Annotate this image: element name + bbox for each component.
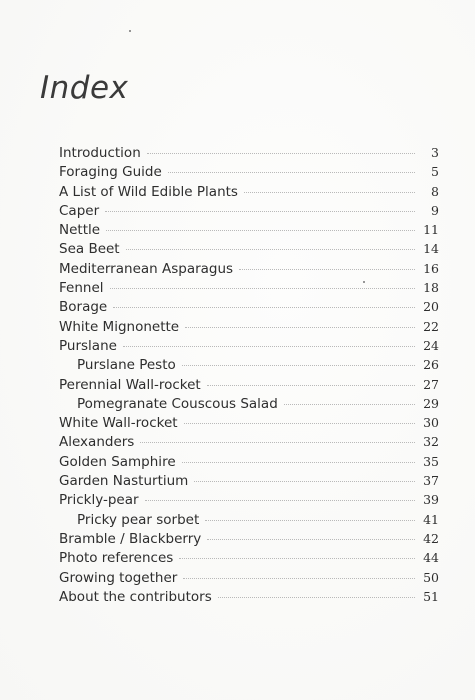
dot-leader <box>179 558 415 559</box>
entry-page-number: 39 <box>423 492 439 508</box>
entry-page-number: 3 <box>431 145 439 160</box>
dot-leader <box>147 153 415 154</box>
index-entry[interactable] <box>59 490 439 509</box>
entry-page-number: 8 <box>431 183 439 199</box>
dot-leader <box>284 404 415 405</box>
index-entry[interactable] <box>59 317 439 336</box>
dot-leader <box>244 192 415 193</box>
dot-leader <box>140 442 415 443</box>
entry-page-number: 35 <box>423 453 439 469</box>
entry-page-number: 26 <box>423 357 439 373</box>
index-entry[interactable] <box>59 413 439 432</box>
index-entry[interactable] <box>59 201 439 220</box>
index-subentry[interactable] <box>59 510 439 529</box>
index-entry[interactable] <box>59 278 439 297</box>
entry-label: Fennel <box>59 280 104 297</box>
dot-leader <box>185 327 415 328</box>
index-entry[interactable] <box>59 220 439 239</box>
entry-label: Mediterranean Asparagus <box>59 260 234 277</box>
entry-label: Prickly-pear <box>59 492 139 509</box>
entry-page-number: 22 <box>423 318 439 334</box>
entry-page-number: 11 <box>423 222 439 238</box>
entry-page-number: 32 <box>423 434 439 450</box>
entry-label: Foraging Guide <box>59 164 162 181</box>
entry-label: Bramble / Blackberry <box>59 530 202 547</box>
entry-page-number: 27 <box>423 376 439 392</box>
dot-leader <box>145 500 415 501</box>
dot-leader <box>218 597 415 598</box>
index-entry[interactable] <box>59 162 439 181</box>
entry-page-number: 9 <box>431 202 439 218</box>
dot-leader <box>168 172 415 173</box>
dot-leader <box>239 269 415 270</box>
entry-label: Purslane Pesto <box>77 357 176 374</box>
entry-page-number: 24 <box>423 337 439 353</box>
entry-label: Borage <box>59 299 108 316</box>
index-entry[interactable] <box>59 375 439 394</box>
index-entry[interactable] <box>59 143 439 162</box>
index-entry[interactable] <box>59 336 439 355</box>
entry-page-number: 18 <box>423 280 439 296</box>
entry-label: White Mignonette <box>59 318 180 335</box>
dot-leader <box>126 249 415 250</box>
dot-leader <box>207 385 415 386</box>
entry-label: White Wall-rocket <box>59 415 178 432</box>
index-list <box>59 143 439 606</box>
entry-page-number: 37 <box>423 473 439 489</box>
entry-label: Golden Samphire <box>59 453 176 470</box>
dot-leader <box>194 481 415 482</box>
index-entry[interactable] <box>59 432 439 451</box>
entry-label: Photo references <box>59 550 174 567</box>
entry-page-number: 16 <box>423 260 439 276</box>
entry-label: Introduction <box>59 145 141 161</box>
entry-label: Sea Beet <box>59 241 120 258</box>
dot-leader <box>182 462 415 463</box>
entry-page-number: 41 <box>423 511 439 527</box>
entry-page-number: 29 <box>423 395 439 411</box>
dot-leader <box>110 288 415 289</box>
entry-page-number: 14 <box>423 241 439 257</box>
index-entry[interactable] <box>59 452 439 471</box>
entry-label: Nettle <box>59 222 101 239</box>
page-title: Index <box>40 70 129 106</box>
dot-leader <box>205 520 415 521</box>
index-entry[interactable] <box>59 529 439 548</box>
entry-page-number: 20 <box>423 299 439 315</box>
entry-label: Garden Nasturtium <box>59 473 189 490</box>
index-entry[interactable] <box>59 548 439 567</box>
entry-label: Caper <box>59 202 100 219</box>
dot-leader <box>184 423 415 424</box>
entry-page-number: 42 <box>423 530 439 546</box>
index-entry[interactable] <box>59 297 439 316</box>
entry-page-number: 5 <box>431 164 439 180</box>
index-entry[interactable] <box>59 471 439 490</box>
paper-speck <box>129 30 131 32</box>
index-subentry[interactable] <box>59 394 439 413</box>
entry-label: Pricky pear sorbet <box>77 511 200 528</box>
entry-page-number: 50 <box>423 569 439 585</box>
dot-leader <box>183 578 415 579</box>
dot-leader <box>106 230 415 231</box>
index-entry[interactable] <box>59 182 439 201</box>
entry-label: Alexanders <box>59 434 135 451</box>
entry-label: Pomegranate Couscous Salad <box>77 395 278 412</box>
entry-label: Perennial Wall-rocket <box>59 376 201 393</box>
entry-label: Growing together <box>59 569 178 586</box>
index-entry[interactable] <box>59 568 439 587</box>
entry-label: About the contributors <box>59 588 212 605</box>
entry-page-number: 30 <box>423 415 439 431</box>
dot-leader <box>105 211 415 212</box>
index-subentry[interactable] <box>59 355 439 374</box>
entry-label: A List of Wild Edible Plants <box>59 183 238 200</box>
entry-label: Purslane <box>59 337 117 354</box>
dot-leader <box>182 365 415 366</box>
entry-page-number: 44 <box>423 550 439 566</box>
dot-leader <box>207 539 415 540</box>
index-entry[interactable] <box>59 239 439 258</box>
dot-leader <box>123 346 415 347</box>
index-entry[interactable] <box>59 259 439 278</box>
index-entry[interactable] <box>59 587 439 606</box>
entry-page-number: 51 <box>423 588 439 604</box>
dot-leader <box>113 307 415 308</box>
